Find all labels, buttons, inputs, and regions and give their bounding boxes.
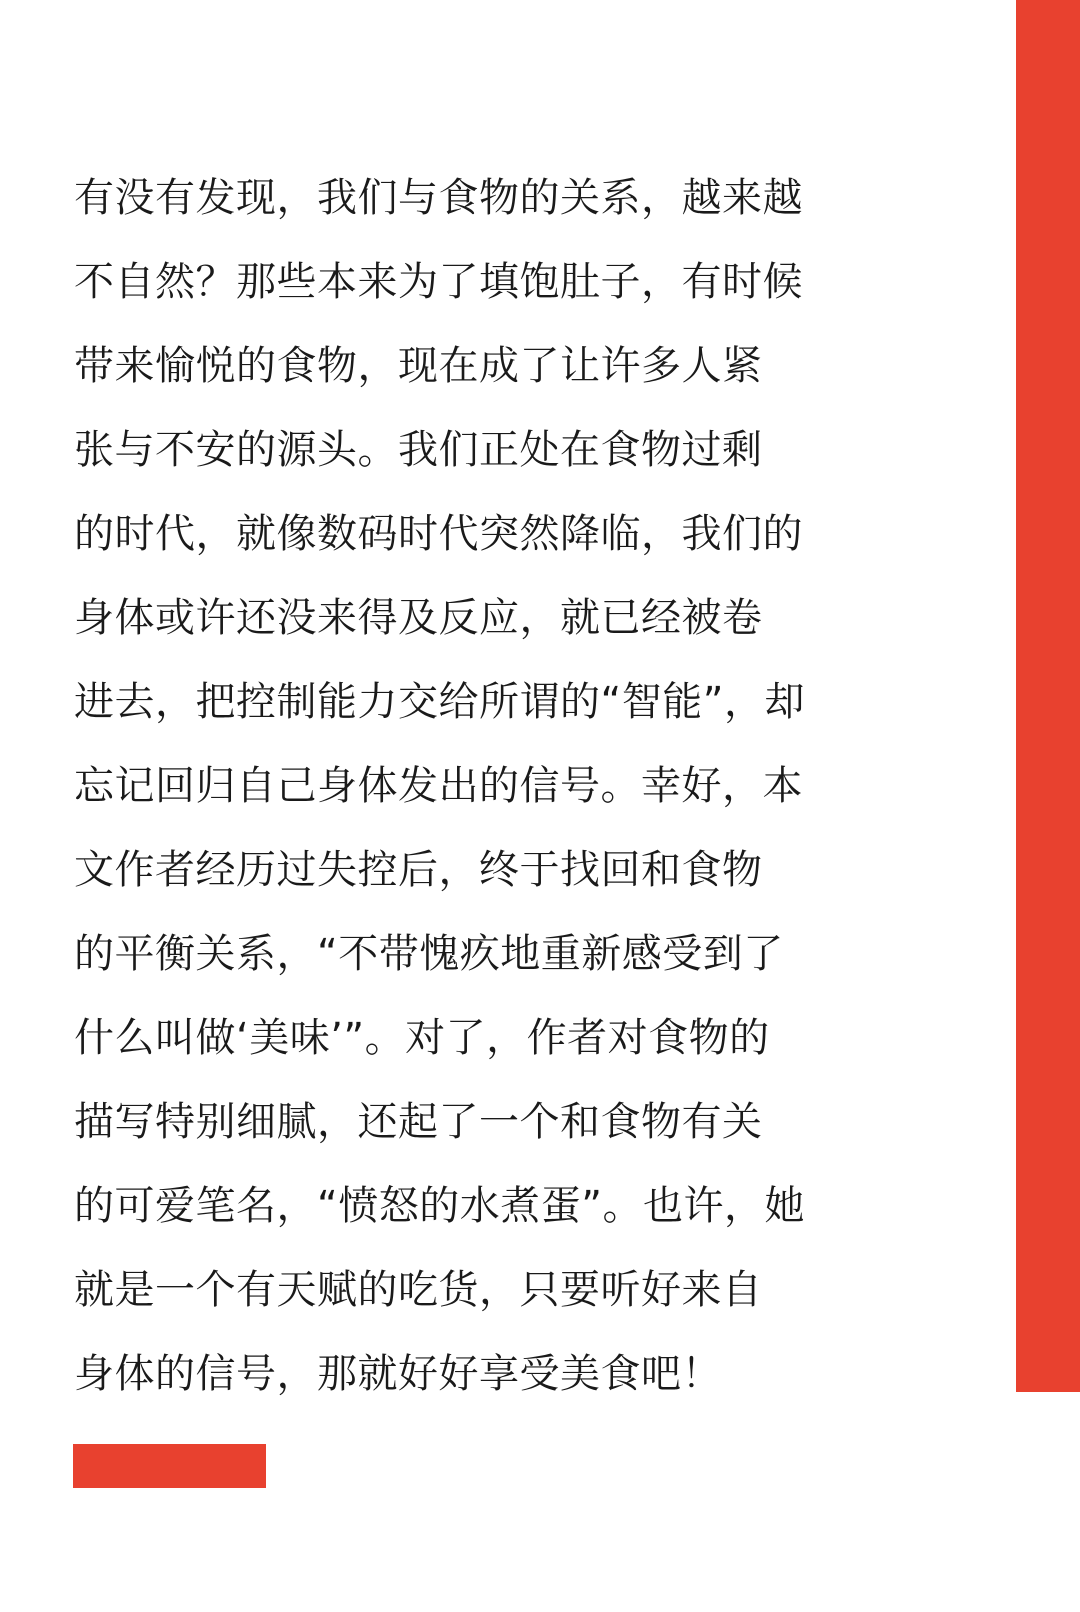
text-line: 就是一个有天赋的吃货，只要听好来自: [74, 1267, 763, 1313]
text-line: 张与不安的源头。我们正处在食物过剩: [74, 427, 763, 473]
side-accent-bar: [1016, 0, 1080, 1392]
text-line: 文作者经历过失控后，终于找回和食物: [74, 847, 763, 893]
text-line: 身体的信号，那就好好享受美食吧！: [74, 1351, 722, 1397]
text-line: 身体或许还没来得及反应，就已经被卷: [74, 595, 763, 641]
text-line: 描写特别细腻，还起了一个和食物有关: [74, 1099, 763, 1145]
text-line: 的可爱笔名，“愤怒的水煮蛋”。也许，她: [74, 1183, 805, 1229]
text-line: 的平衡关系，“不带愧疚地重新感受到了: [74, 931, 784, 977]
text-line: 的时代，就像数码时代突然降临，我们的: [74, 511, 803, 557]
bottom-accent-bar: [73, 1444, 266, 1488]
text-line: 什么叫做‘美味’”。对了，作者对食物的: [74, 1015, 770, 1061]
text-line: 带来愉悦的食物，现在成了让许多人紧: [74, 343, 763, 389]
text-line: 忘记回归自己身体发出的信号。幸好，本: [74, 763, 803, 809]
article-body: [74, 156, 834, 1416]
text-line: 进去，把控制能力交给所谓的“智能”，却: [74, 679, 805, 725]
text-line: 有没有发现，我们与食物的关系，越来越: [74, 175, 803, 221]
text-line: 不自然？那些本来为了填饱肚子，有时候: [74, 259, 803, 305]
